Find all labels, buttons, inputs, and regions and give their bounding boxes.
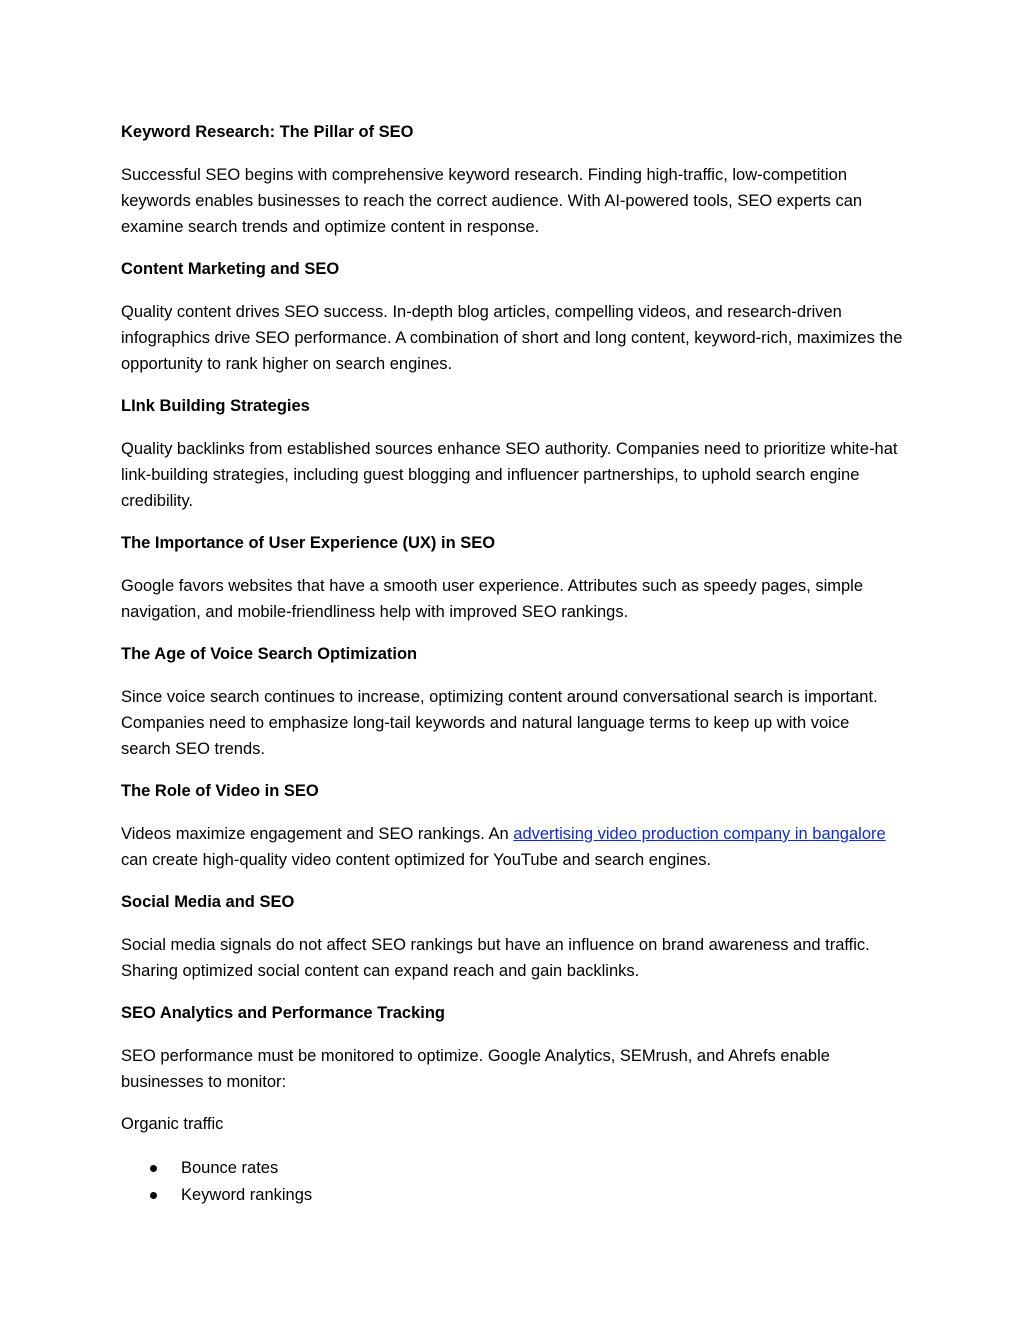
section-heading: The Age of Voice Search Optimization xyxy=(121,645,418,663)
section-paragraph-with-link xyxy=(121,821,903,873)
section-heading: The Role of Video in SEO xyxy=(121,782,319,800)
section-paragraph: Quality backlinks from established sources enhance SEO authority. Companies need to prioritize white-hat link-building strategies, including guest blogging and influencer partnerships, to uphold search engine credibility. xyxy=(121,440,898,510)
section-heading: The Importance of User Experience (UX) in SEO xyxy=(121,534,496,552)
section-heading: LInk Building Strategies xyxy=(121,397,310,415)
section-paragraph: Google favors websites that have a smooth user experience. Attributes such as speedy pages, simple navigation, and mobile-friendliness help with improved SEO rankings. xyxy=(121,577,863,621)
list-intro: Organic traffic xyxy=(121,1115,224,1133)
section-paragraph: Social media signals do not affect SEO rankings but have an influence on brand awareness and traffic. Sharing optimized social content can expand reach and gain backlinks. xyxy=(121,936,870,980)
video-production-link[interactable]: advertising video production company in bangalore xyxy=(513,825,886,843)
paragraph-text-after-link: can create high-quality video content optimized for YouTube and search engines. xyxy=(121,851,712,869)
section-heading: SEO Analytics and Performance Tracking xyxy=(121,1004,446,1022)
section-heading: Social Media and SEO xyxy=(121,893,295,911)
section-heading: Keyword Research: The Pillar of SEO xyxy=(121,123,414,141)
bullet-icon xyxy=(150,1165,157,1172)
bullet-icon xyxy=(150,1192,157,1199)
section-paragraph: Since voice search continues to increase, optimizing content around conversational search is important. Companies need to emphasize long-tail keywords and natural language terms to keep up with voice search SEO trends. xyxy=(121,688,878,758)
section-paragraph: Quality content drives SEO success. In-depth blog articles, compelling videos, and research-driven infographics drive SEO performance. A combination of short and long content, keyword-rich, maximizes the opportunity to rank higher on search engines. xyxy=(121,303,903,373)
bullet-text: Bounce rates xyxy=(181,1159,279,1177)
bullet-text: Keyword rankings xyxy=(181,1186,313,1204)
section-paragraph: SEO performance must be monitored to optimize. Google Analytics, SEMrush, and Ahrefs enable businesses to monitor: xyxy=(121,1047,830,1091)
section-heading: Content Marketing and SEO xyxy=(121,260,340,278)
paragraph-text-before-link: Videos maximize engagement and SEO rankings. An xyxy=(121,825,514,843)
section-paragraph: Successful SEO begins with comprehensive keyword research. Finding high-traffic, low-competition keywords enables businesses to reach the correct audience. With AI-powered tools, SEO experts can examine search trends and optimize content in response. xyxy=(121,166,863,236)
